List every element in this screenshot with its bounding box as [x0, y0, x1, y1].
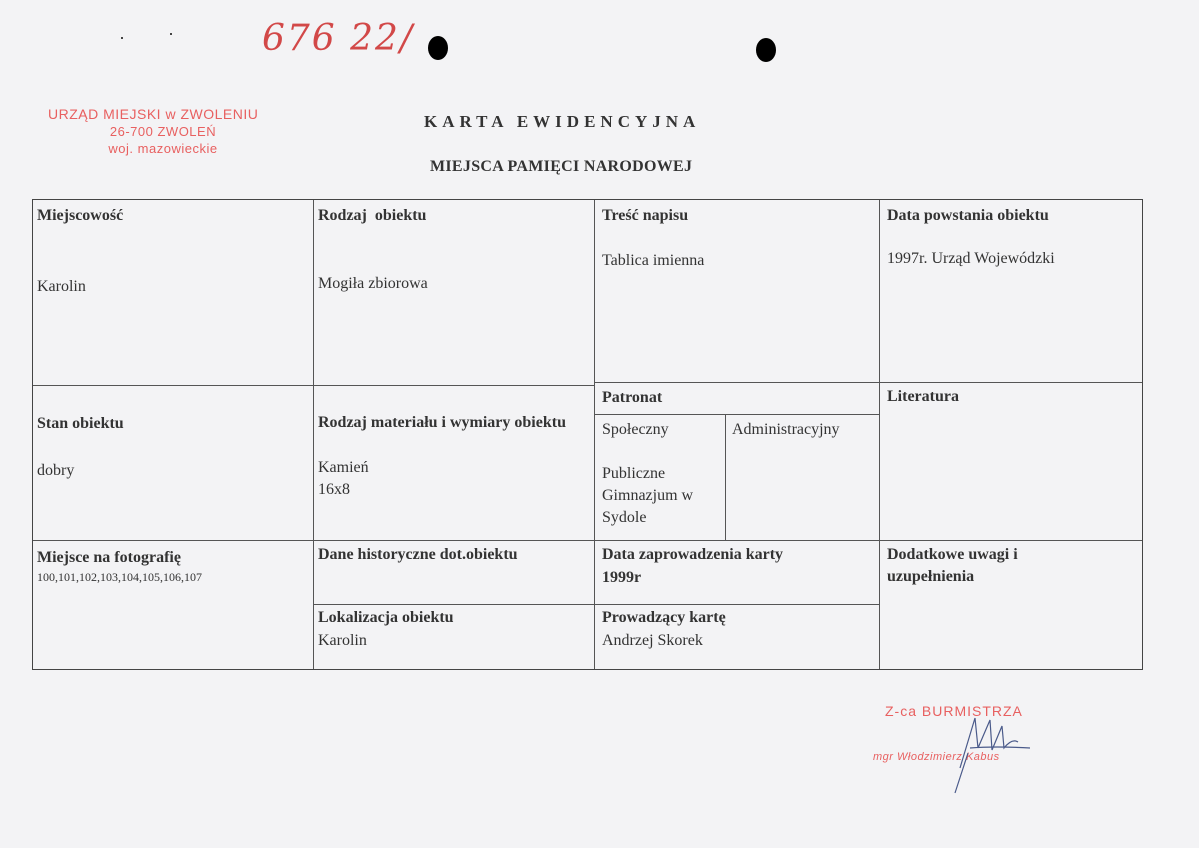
handwritten-registry-number: 676 22/ — [262, 18, 415, 59]
signature-stamp-title: Z-ca BURMISTRZA — [885, 703, 1023, 719]
field-value-wymiary: 16x8 — [318, 481, 350, 498]
document-subtitle: MIEJSCA PAMIĘCI NARODOWEJ — [430, 158, 693, 175]
office-stamp-line: 26-700 ZWOLEŃ — [109, 124, 217, 139]
grid-line — [313, 200, 314, 669]
grid-line — [313, 604, 880, 605]
field-label-lokalizacja: Lokalizacja obiektu — [318, 609, 454, 626]
field-label-patronat: Patronat — [602, 389, 663, 406]
scan-speck — [170, 33, 172, 35]
field-value-material: Kamień — [318, 459, 369, 476]
field-label-spoleczny: Społeczny — [602, 421, 669, 438]
field-value-prowadzacy: Andrzej Skorek — [602, 632, 703, 649]
field-label-tresc-napisu: Treść napisu — [602, 207, 689, 224]
field-label-prowadzacy: Prowadzący kartę — [602, 609, 726, 626]
field-value-data-zaprowadzenia: 1999r — [602, 569, 642, 586]
field-label-miejsce-fotografie: Miejsce na fotografię — [37, 549, 181, 566]
office-stamp-line: URZĄD MIEJSKI w ZWOLENIU — [48, 106, 259, 122]
grid-line — [33, 385, 595, 386]
field-value-data-powstania: 1997r. Urząd Wojewódzki — [887, 250, 1055, 267]
field-label-dodatkowe-uwagi: Dodatkowe uwagi i uzupełnienia — [887, 546, 1018, 585]
field-label-literatura: Literatura — [887, 388, 959, 405]
field-value-spoleczny: Publiczne Gimnazjum w Sydole — [602, 465, 694, 526]
field-value-tresc-napisu: Tablica imienna — [602, 252, 705, 269]
grid-line — [594, 382, 1142, 383]
grid-line — [725, 414, 726, 540]
grid-line — [594, 200, 595, 669]
handwritten-signature — [940, 708, 1040, 798]
document-title: KARTA EWIDENCYJNA — [424, 112, 701, 131]
field-value-lokalizacja: Karolin — [318, 632, 367, 649]
field-label-stan-obiektu: Stan obiektu — [37, 415, 124, 432]
field-value-stan-obiektu: dobry — [37, 462, 75, 479]
office-stamp-line: woj. mazowieckie — [108, 141, 218, 156]
field-value-rodzaj-obiektu: Mogiła zbiorowa — [318, 275, 428, 292]
field-label-rodzaj-materialu: Rodzaj materiału i wymiary obiektu — [318, 414, 566, 431]
field-label-data-zaprowadzenia: Data zaprowadzenia karty — [602, 546, 784, 563]
field-value-miejscowosc: Karolin — [37, 278, 86, 295]
grid-line — [594, 414, 880, 415]
field-value-miejsce-fotografie: 100,101,102,103,104,105,106,107 — [37, 570, 202, 584]
field-label-data-powstania: Data powstania obiektu — [887, 207, 1049, 224]
grid-line — [33, 540, 1142, 541]
office-stamp — [48, 106, 278, 157]
punch-hole — [428, 36, 448, 60]
field-label-dane-historyczne: Dane historyczne dot.obiektu — [318, 546, 518, 563]
grid-line — [879, 200, 880, 669]
field-label-miejscowosc: Miejscowość — [37, 207, 124, 224]
registry-form-table — [32, 199, 1143, 670]
signature-stamp-name: mgr Włodzimierz Kabus — [873, 751, 1000, 763]
field-label-rodzaj-obiektu: Rodzaj obiektu — [318, 207, 427, 224]
scan-speck — [121, 37, 123, 39]
field-label-administracyjny: Administracyjny — [732, 421, 840, 438]
punch-hole — [756, 38, 776, 62]
